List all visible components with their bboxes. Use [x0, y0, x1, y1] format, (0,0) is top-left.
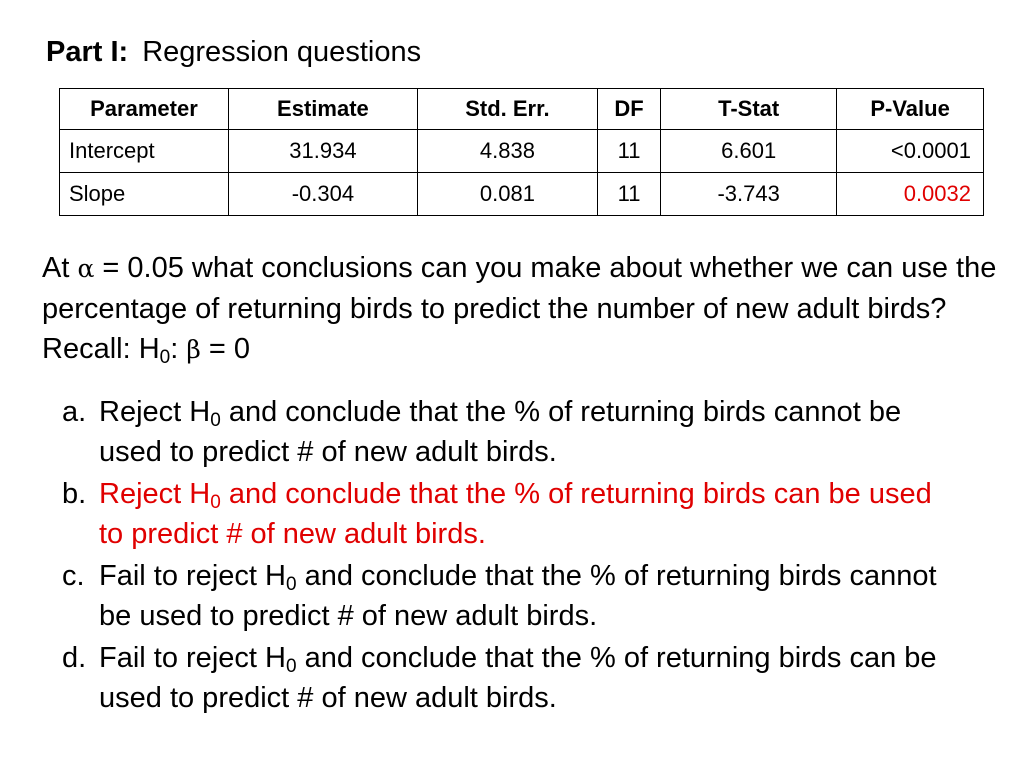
header-estimate: Estimate: [228, 89, 417, 130]
option-a: [62, 392, 962, 472]
alpha-symbol: α: [77, 254, 95, 283]
option-subscript: 0: [210, 492, 221, 513]
option-letter: a.: [62, 396, 87, 428]
option-text-post: and conclude that the % of returning birds cannot be used to predict # of new adult birds.: [99, 396, 902, 468]
table-row-intercept: [60, 130, 984, 173]
option-d: [62, 638, 962, 718]
regression-table: [59, 88, 984, 216]
option-c: [62, 556, 962, 636]
option-text-pre: Reject H: [99, 478, 211, 510]
answer-options: [62, 392, 962, 720]
cell-std-err: 4.838: [417, 130, 597, 173]
option-text-post: and conclude that the % of returning birds can be used to predict # of new adult birds.: [99, 478, 932, 550]
header-parameter: Parameter: [60, 89, 229, 130]
option-subscript: 0: [285, 574, 297, 595]
option-text-pre: Reject H: [99, 396, 211, 428]
question-part-2: = 0.05 what conclusions can you make about whether we can use the percentage of returning birds to predict the number of new adult birds? Recall: H: [42, 252, 997, 365]
cell-df: 11: [597, 130, 660, 173]
header-df: DF: [597, 89, 660, 130]
option-text-pre: Fail to reject H: [99, 642, 286, 674]
option-b-correct: [62, 474, 962, 554]
table-row-slope: [60, 173, 984, 216]
option-letter: b.: [62, 478, 87, 510]
title-part-label: Part I:: [46, 36, 129, 68]
cell-p-value-highlighted: 0.0032: [837, 173, 984, 216]
option-text-post: and conclude that the % of returning birds cannot be used to predict # of new adult birds.: [99, 560, 937, 632]
question-part-4: = 0: [200, 333, 250, 365]
header-t-stat: T-Stat: [661, 89, 837, 130]
beta-symbol: β: [186, 335, 201, 364]
cell-df: 11: [597, 173, 660, 216]
cell-estimate: -0.304: [228, 173, 417, 216]
title-text: Regression questions: [142, 36, 422, 68]
option-text-pre: Fail to reject H: [99, 560, 286, 592]
cell-t-stat: 6.601: [661, 130, 837, 173]
option-subscript: 0: [210, 410, 221, 431]
question-part-1: At: [42, 252, 78, 284]
option-letter: c.: [62, 560, 85, 592]
cell-parameter: Slope: [60, 173, 229, 216]
table-header-row: [60, 89, 984, 130]
slide-title: [46, 34, 421, 70]
cell-p-value: <0.0001: [837, 130, 984, 173]
cell-std-err: 0.081: [417, 173, 597, 216]
question-text: [42, 248, 1002, 370]
h0-subscript: 0: [159, 347, 171, 368]
header-p-value: P-Value: [837, 89, 984, 130]
header-std-err: Std. Err.: [417, 89, 597, 130]
cell-t-stat: -3.743: [661, 173, 837, 216]
cell-estimate: 31.934: [228, 130, 417, 173]
option-letter: d.: [62, 642, 87, 674]
option-text-post: and conclude that the % of returning birds can be used to predict # of new adult birds.: [99, 642, 937, 714]
question-part-3: :: [170, 333, 187, 365]
option-subscript: 0: [285, 656, 297, 677]
cell-parameter: Intercept: [60, 130, 229, 173]
